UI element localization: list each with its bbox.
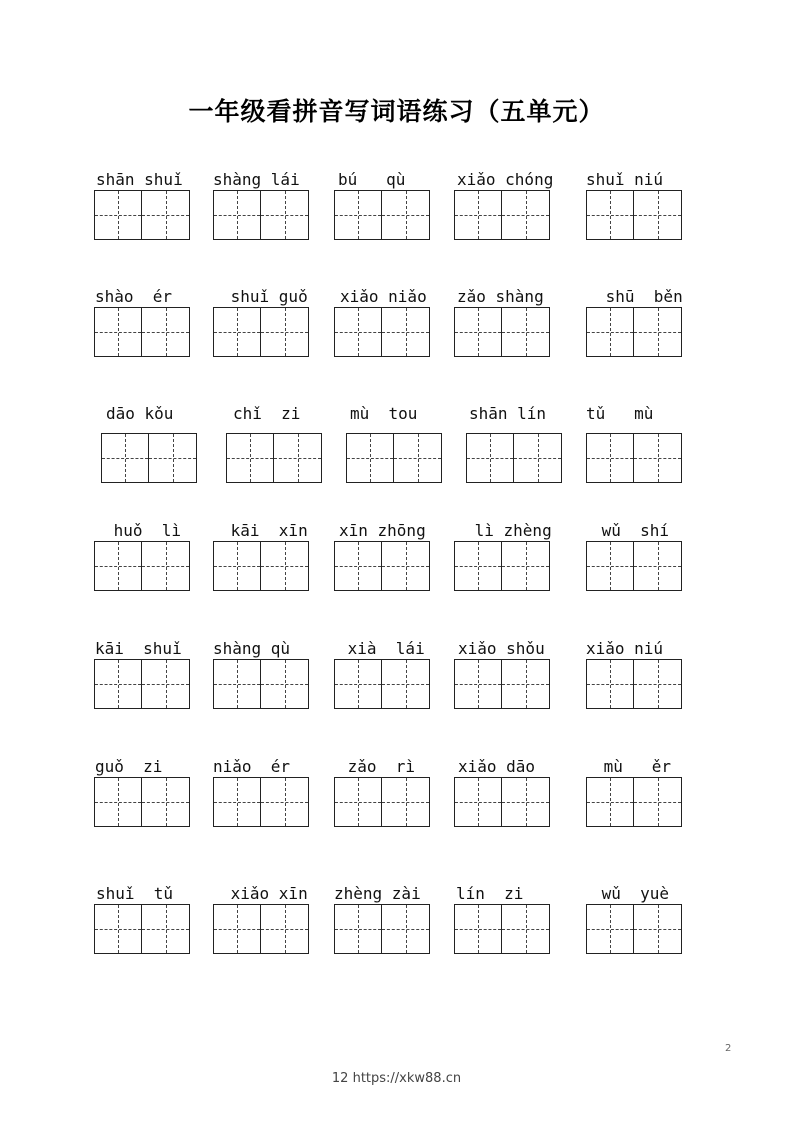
tianzige-writing-box[interactable] xyxy=(454,190,502,240)
word-cell xyxy=(334,287,444,307)
word-cell xyxy=(213,521,323,541)
tianzige-box-pair[interactable] xyxy=(213,190,309,240)
word-cell xyxy=(454,884,564,904)
tianzige-writing-box[interactable] xyxy=(334,541,382,591)
tianzige-writing-box[interactable] xyxy=(334,659,382,709)
tianzige-box-pair[interactable] xyxy=(94,777,190,827)
tianzige-writing-box[interactable] xyxy=(334,777,382,827)
tianzige-writing-box[interactable] xyxy=(213,777,261,827)
word-cell xyxy=(226,404,336,424)
tianzige-writing-box[interactable] xyxy=(142,541,190,591)
tianzige-writing-box[interactable] xyxy=(634,307,682,357)
pinyin-label: lín zi xyxy=(456,884,524,903)
tianzige-box-pair[interactable] xyxy=(466,433,562,483)
pinyin-label: dāo kǒu xyxy=(106,404,174,423)
word-cell xyxy=(586,639,696,659)
pinyin-label: shān lín xyxy=(469,404,547,423)
tianzige-writing-box[interactable] xyxy=(213,659,261,709)
tianzige-writing-box[interactable] xyxy=(261,307,309,357)
tianzige-writing-box[interactable] xyxy=(454,904,502,954)
tianzige-writing-box[interactable] xyxy=(142,307,190,357)
word-cell xyxy=(213,287,323,307)
tianzige-box-pair[interactable] xyxy=(334,307,430,357)
pinyin-label: wǔ yuè xyxy=(592,884,670,903)
word-cell xyxy=(586,757,696,777)
word-cell xyxy=(213,170,323,190)
page-title: 一年级看拼音写词语练习（五单元） xyxy=(188,97,605,126)
pinyin-label: xiǎo xīn xyxy=(221,884,308,903)
tianzige-box-pair[interactable] xyxy=(94,659,190,709)
tianzige-writing-box[interactable] xyxy=(142,190,190,240)
tianzige-writing-box[interactable] xyxy=(261,777,309,827)
word-cell xyxy=(586,884,696,904)
word-cell xyxy=(454,287,564,307)
tianzige-writing-box[interactable] xyxy=(466,433,514,483)
tianzige-writing-box[interactable] xyxy=(382,190,430,240)
pinyin-label: zǎo rì xyxy=(338,757,416,776)
tianzige-writing-box[interactable] xyxy=(213,541,261,591)
pinyin-label: shuǐ tǔ xyxy=(96,884,174,903)
word-cell xyxy=(586,170,696,190)
tianzige-writing-box[interactable] xyxy=(634,904,682,954)
word-cell xyxy=(454,639,564,659)
tianzige-writing-box[interactable] xyxy=(382,904,430,954)
tianzige-writing-box[interactable] xyxy=(382,777,430,827)
tianzige-writing-box[interactable] xyxy=(142,659,190,709)
pinyin-label: tǔ mù xyxy=(586,404,654,423)
tianzige-writing-box[interactable] xyxy=(454,307,502,357)
pinyin-label: xià lái xyxy=(338,639,425,658)
tianzige-box-pair[interactable] xyxy=(586,541,682,591)
tianzige-box-pair[interactable] xyxy=(94,190,190,240)
word-cell xyxy=(94,757,204,777)
word-cell xyxy=(586,521,696,541)
tianzige-writing-box[interactable] xyxy=(101,433,149,483)
tianzige-writing-box[interactable] xyxy=(94,904,142,954)
tianzige-writing-box[interactable] xyxy=(502,190,550,240)
tianzige-writing-box[interactable] xyxy=(261,190,309,240)
tianzige-box-pair[interactable] xyxy=(94,307,190,357)
tianzige-writing-box[interactable] xyxy=(261,904,309,954)
tianzige-writing-box[interactable] xyxy=(586,659,634,709)
tianzige-box-pair[interactable] xyxy=(454,541,550,591)
pinyin-label: mù ěr xyxy=(594,757,672,776)
tianzige-box-pair[interactable] xyxy=(454,307,550,357)
tianzige-writing-box[interactable] xyxy=(382,659,430,709)
word-cell xyxy=(94,287,204,307)
tianzige-box-pair[interactable] xyxy=(346,433,442,483)
word-cell xyxy=(334,639,444,659)
pinyin-label: lì zhèng xyxy=(465,521,552,540)
tianzige-writing-box[interactable] xyxy=(634,659,682,709)
tianzige-box-pair[interactable] xyxy=(94,904,190,954)
tianzige-writing-box[interactable] xyxy=(94,307,142,357)
tianzige-box-pair[interactable] xyxy=(213,904,309,954)
tianzige-writing-box[interactable] xyxy=(454,777,502,827)
tianzige-box-pair[interactable] xyxy=(586,777,682,827)
word-cell xyxy=(213,639,323,659)
tianzige-box-pair[interactable] xyxy=(454,904,550,954)
tianzige-box-pair[interactable] xyxy=(454,659,550,709)
word-cell xyxy=(94,639,204,659)
word-cell xyxy=(454,757,564,777)
tianzige-writing-box[interactable] xyxy=(149,433,197,483)
tianzige-writing-box[interactable] xyxy=(346,433,394,483)
tianzige-writing-box[interactable] xyxy=(454,541,502,591)
pinyin-label: shuǐ guǒ xyxy=(221,287,308,306)
tianzige-box-pair[interactable] xyxy=(213,659,309,709)
tianzige-box-pair[interactable] xyxy=(586,190,682,240)
word-cell xyxy=(334,170,444,190)
tianzige-writing-box[interactable] xyxy=(261,659,309,709)
pinyin-label: chǐ zi xyxy=(233,404,301,423)
pinyin-label: xiǎo shǒu xyxy=(458,639,545,658)
pinyin-label: shuǐ niú xyxy=(586,170,664,189)
tianzige-writing-box[interactable] xyxy=(502,659,550,709)
page-number: 2 xyxy=(725,1043,732,1054)
tianzige-writing-box[interactable] xyxy=(502,541,550,591)
tianzige-box-pair[interactable] xyxy=(334,190,430,240)
tianzige-box-pair[interactable] xyxy=(454,190,550,240)
tianzige-writing-box[interactable] xyxy=(634,190,682,240)
tianzige-writing-box[interactable] xyxy=(454,659,502,709)
pinyin-label: guǒ zi xyxy=(95,757,163,776)
tianzige-writing-box[interactable] xyxy=(94,190,142,240)
tianzige-writing-box[interactable] xyxy=(382,307,430,357)
pinyin-label: zhèng zài xyxy=(334,884,421,903)
tianzige-writing-box[interactable] xyxy=(394,433,442,483)
tianzige-writing-box[interactable] xyxy=(586,777,634,827)
pinyin-label: niǎo ér xyxy=(213,757,291,776)
tianzige-writing-box[interactable] xyxy=(261,541,309,591)
pinyin-label: mù tou xyxy=(350,404,418,423)
tianzige-writing-box[interactable] xyxy=(586,904,634,954)
pinyin-label: shān shuǐ xyxy=(96,170,183,189)
tianzige-box-pair[interactable] xyxy=(586,433,682,483)
tianzige-box-pair[interactable] xyxy=(94,541,190,591)
word-cell xyxy=(94,170,204,190)
tianzige-writing-box[interactable] xyxy=(334,904,382,954)
tianzige-writing-box[interactable] xyxy=(213,307,261,357)
tianzige-box-pair[interactable] xyxy=(101,433,197,483)
tianzige-writing-box[interactable] xyxy=(142,904,190,954)
tianzige-writing-box[interactable] xyxy=(94,659,142,709)
pinyin-label: huǒ lì xyxy=(104,521,182,540)
tianzige-writing-box[interactable] xyxy=(382,541,430,591)
word-cell xyxy=(213,884,323,904)
tianzige-writing-box[interactable] xyxy=(334,190,382,240)
word-cell xyxy=(334,757,444,777)
tianzige-writing-box[interactable] xyxy=(634,433,682,483)
word-cell xyxy=(454,521,564,541)
pinyin-label: kāi xīn xyxy=(221,521,308,540)
tianzige-box-pair[interactable] xyxy=(334,541,430,591)
pinyin-label: shàng qù xyxy=(213,639,291,658)
pinyin-label: wǔ shí xyxy=(592,521,670,540)
tianzige-writing-box[interactable] xyxy=(586,541,634,591)
tianzige-writing-box[interactable] xyxy=(142,777,190,827)
pinyin-label: zǎo shàng xyxy=(457,287,544,306)
tianzige-writing-box[interactable] xyxy=(334,307,382,357)
tianzige-box-pair[interactable] xyxy=(586,904,682,954)
tianzige-writing-box[interactable] xyxy=(634,541,682,591)
tianzige-writing-box[interactable] xyxy=(502,904,550,954)
word-cell xyxy=(466,404,576,424)
word-cell xyxy=(454,170,564,190)
word-cell xyxy=(586,287,696,307)
word-cell xyxy=(586,404,696,424)
tianzige-writing-box[interactable] xyxy=(213,190,261,240)
pinyin-label: shàng lái xyxy=(213,170,300,189)
pinyin-label: xiǎo chóng xyxy=(457,170,554,189)
tianzige-box-pair[interactable] xyxy=(586,307,682,357)
pinyin-label: xiǎo dāo xyxy=(458,757,536,776)
word-cell xyxy=(334,521,444,541)
pinyin-label: kāi shuǐ xyxy=(95,639,182,658)
word-cell xyxy=(94,521,204,541)
tianzige-writing-box[interactable] xyxy=(586,307,634,357)
word-cell xyxy=(334,884,444,904)
tianzige-writing-box[interactable] xyxy=(94,777,142,827)
word-cell xyxy=(101,404,211,424)
word-cell xyxy=(346,404,456,424)
word-cell xyxy=(213,757,323,777)
tianzige-box-pair[interactable] xyxy=(213,307,309,357)
tianzige-writing-box[interactable] xyxy=(274,433,322,483)
tianzige-writing-box[interactable] xyxy=(213,904,261,954)
tianzige-writing-box[interactable] xyxy=(514,433,562,483)
tianzige-box-pair[interactable] xyxy=(213,777,309,827)
tianzige-box-pair[interactable] xyxy=(226,433,322,483)
tianzige-box-pair[interactable] xyxy=(213,541,309,591)
tianzige-writing-box[interactable] xyxy=(634,777,682,827)
tianzige-writing-box[interactable] xyxy=(586,190,634,240)
pinyin-label: bú qù xyxy=(338,170,406,189)
tianzige-writing-box[interactable] xyxy=(502,777,550,827)
footer-watermark: 12 https://xkw88.cn xyxy=(331,1071,462,1086)
pinyin-label: xiǎo niǎo xyxy=(340,287,427,306)
tianzige-box-pair[interactable] xyxy=(334,904,430,954)
tianzige-box-pair[interactable] xyxy=(586,659,682,709)
tianzige-writing-box[interactable] xyxy=(226,433,274,483)
pinyin-label: xiǎo niú xyxy=(586,639,664,658)
tianzige-box-pair[interactable] xyxy=(454,777,550,827)
pinyin-label: xīn zhōng xyxy=(339,521,426,540)
tianzige-box-pair[interactable] xyxy=(334,777,430,827)
pinyin-label: shū běn xyxy=(596,287,683,306)
word-cell xyxy=(94,884,204,904)
pinyin-label: shào ér xyxy=(95,287,173,306)
tianzige-writing-box[interactable] xyxy=(586,433,634,483)
tianzige-writing-box[interactable] xyxy=(94,541,142,591)
tianzige-box-pair[interactable] xyxy=(334,659,430,709)
tianzige-writing-box[interactable] xyxy=(502,307,550,357)
